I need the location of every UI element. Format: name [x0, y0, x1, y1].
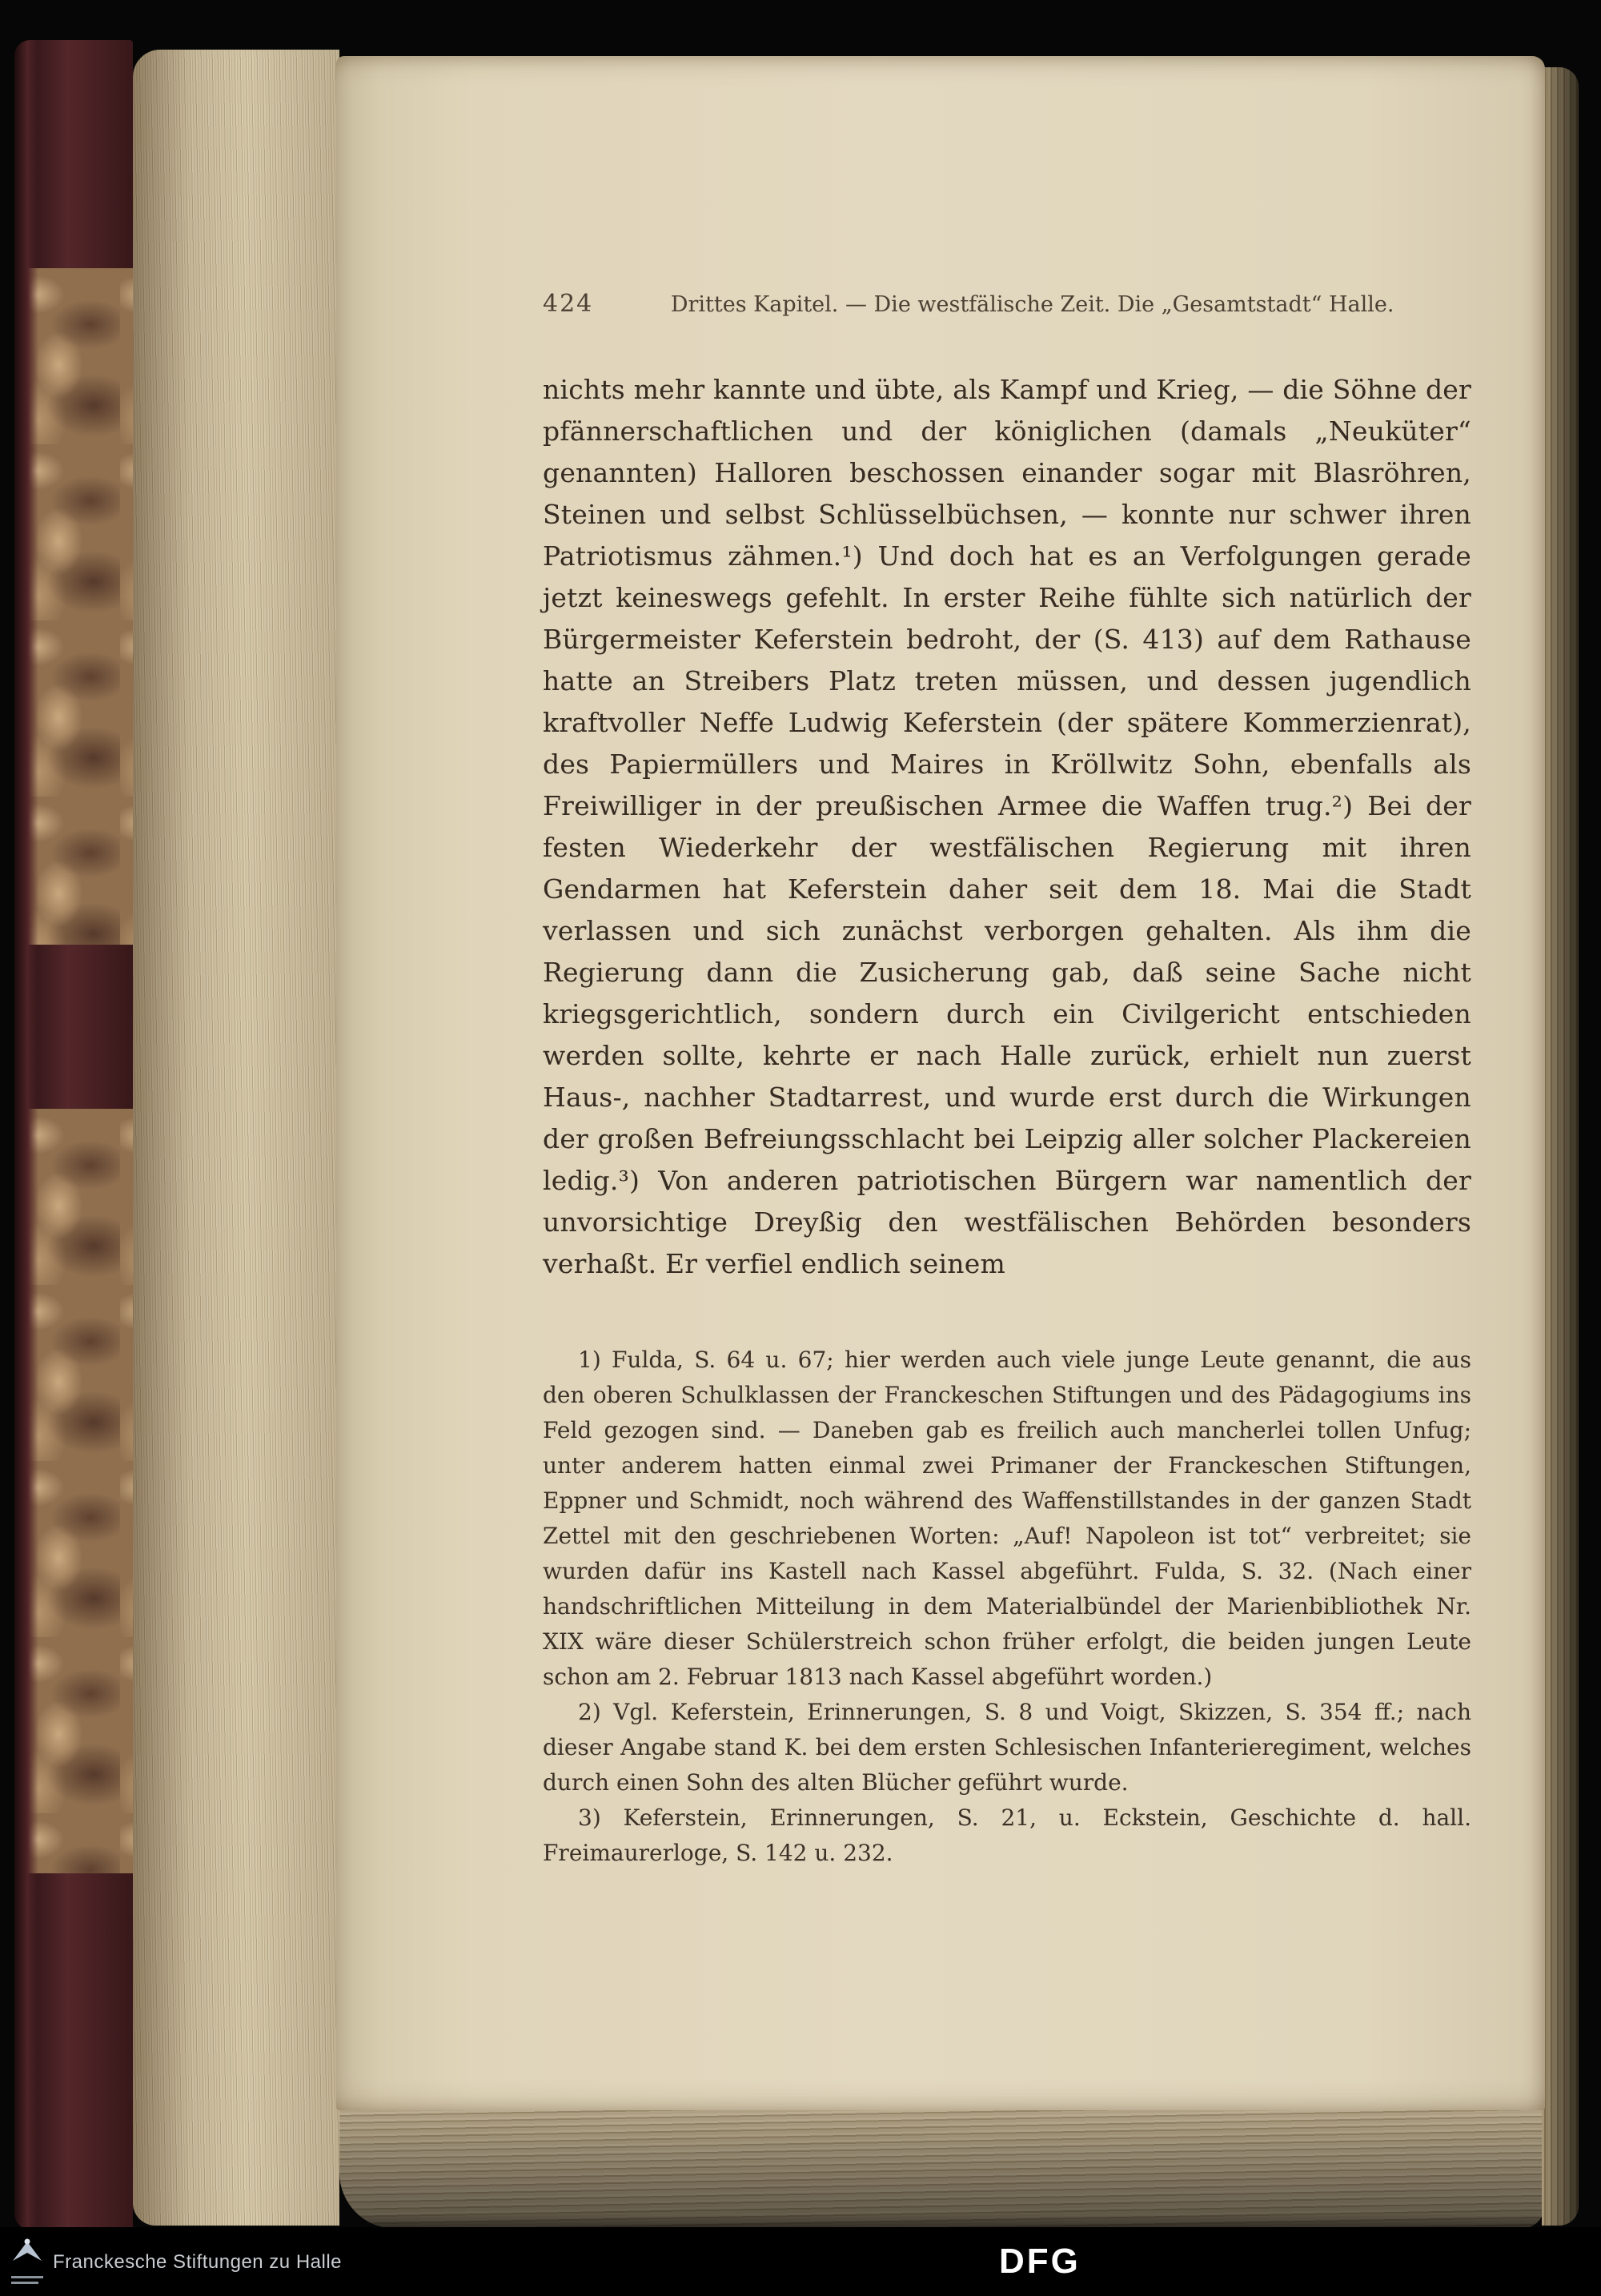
institution-label: Franckesche Stiftungen zu Halle — [53, 2251, 343, 2273]
franckesche-stiftungen-logo — [10, 2237, 46, 2288]
leather-band — [14, 945, 133, 1109]
book-page — [336, 56, 1545, 2110]
eagle-emblem-icon — [10, 2237, 46, 2272]
dfg-logo: DFG — [999, 2242, 1081, 2281]
leather-corner-top — [14, 40, 133, 268]
running-head: Drittes Kapitel. — Die westfälische Zeit. Die „Gesamtstadt“ Halle. — [670, 292, 1394, 317]
scan-footer — [0, 2227, 1601, 2296]
marbled-paper-panel — [14, 1109, 133, 1873]
footnote-3: 3) Keferstein, Erinnerungen, S. 21, u. Eckstein, Geschichte d. hall. Freimaurerloge, S. 142 u. 232. — [543, 1804, 1471, 1866]
page-number: 424 — [543, 290, 594, 318]
marbled-paper-panel — [14, 268, 133, 945]
footnote-1: 1) Fulda, S. 64 u. 67; hier werden auch viele junge Leute genannt, die aus den oberen Schulklassen der Franckeschen Stiftungen und des Pädagogiums ins Feld gezogen sind. — Daneben gab es freilich auch mancherlei tollen Unfug; unter anderem hatten einmal zwei Primaner der Franckeschen Stiftungen, Eppner und Schmidt, noch während des Waffenstillstandes in der ganzen Stadt Zettel mit den geschriebenen Worten: „Auf! Napoleon ist tot“ verbreitet; sie wurden dafür ins Kastell nach Kassel abgeführt. Fulda, S. 32. (Nach einer handschriftlichen Mitteilung in dem Materialbündel der Marienbibliothek Nr. XIX wäre dieser Schülerstreich schon früher erfolgt, die beiden jungen Leute schon am 2. Februar 1813 nach Kassel abgeführt worden.) — [543, 1347, 1471, 1690]
body-text: nichts mehr kannte und übte, als Kampf und Krieg, — die Söhne der pfännerschaftlichen und der königlichen (damals „Neuküter“ genannten) Halloren beschossen einander sogar mit Blasröhren, Steinen und selbst Schlüsselbüchsen, — konnte nur schwer ihren Patriotismus zähmen.¹) Und doch hat es an Verfolgungen gerade jetzt keineswegs gefehlt. In erster Reihe fühlte sich natürlich der Bürgermeister Keferstein bedroht, der (S. 413) auf dem Rathause hatte an Streibers Platz treten müssen, und dessen jugendlich kraftvoller Neffe Ludwig Keferstein (der spätere Kommerzienrat), des Papiermüllers und Maires in Kröllwitz Sohn, ebenfalls als Freiwilliger in der preußischen Armee die Waffen trug.²) Bei der festen Wiederkehr der westfälischen Regierung mit ihren Gendarmen hat Keferstein daher seit dem 18. Mai die Stadt verlassen und sich zunächst verborgen gehalten. Als ihm die Regierung dann die Zusicherung gab, daß seine Sache nicht kriegsgerichtlich, sondern durch ein Civilgericht entschieden werden sollte, kehrte er nach Halle zurück, erhielt nun zuerst Haus-, nachher Stadtarrest, und wurde erst durch die Wirkungen der großen Befreiungsschlacht bei Leipzig aller solcher Plackereien ledig.³) Von anderen patriotischen Bürgern war namentlich der unvorsichtige Dreyßig den westfälischen Behörden besonders verhaßt. Er verfiel endlich seinem — [543, 374, 1471, 1279]
footnotes-section — [543, 1343, 1471, 1871]
page-header — [543, 290, 1471, 318]
book-spine — [14, 40, 133, 2230]
page-edges-bottom — [339, 2105, 1545, 2229]
page-edges-left — [133, 50, 339, 2226]
footnote-2: 2) Vgl. Keferstein, Erinnerungen, S. 8 und Voigt, Skizzen, S. 354 ff.; nach dieser Angabe stand K. bei dem ersten Schlesischen Infanterieregiment, welches durch einen Sohn des alten Blücher geführt wurde. — [543, 1699, 1471, 1796]
leather-corner-bottom — [14, 1873, 133, 2230]
page-edges-right — [1542, 67, 1579, 2226]
